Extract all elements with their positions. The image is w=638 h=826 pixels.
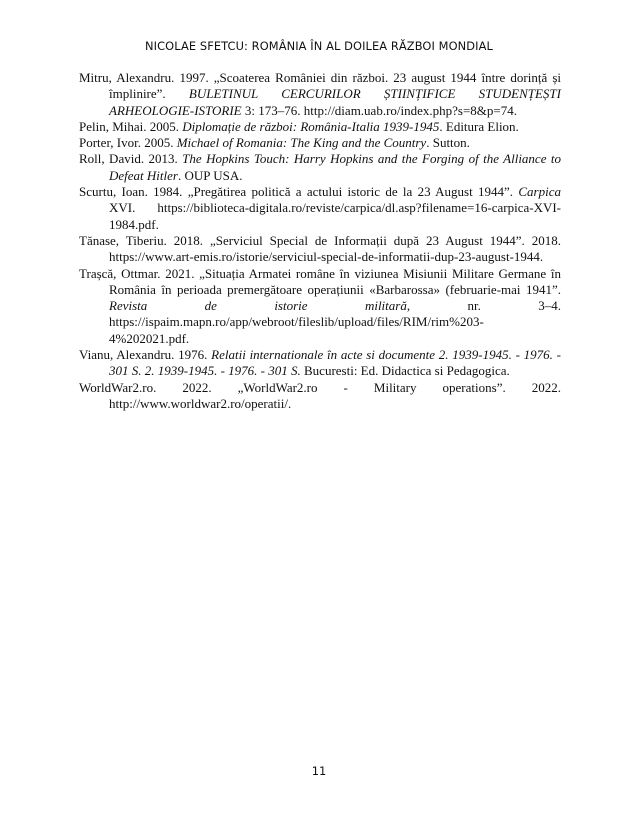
entry-text: Bucuresti: Ed. Didactica si Pedagogica. <box>300 363 510 379</box>
entry-text: Trașcă, Ottmar. 2021. „Situația Armatei române în viziunea Misiunii Militare Germane în România în perioada premergătoare operațiunii «Barbarossa» (februarie-mai 1941”. <box>79 265 561 297</box>
entry-text: . Sutton. <box>426 135 470 151</box>
bibliography-list <box>79 70 561 412</box>
entry-text: Roll, David. 2013. <box>79 151 183 167</box>
running-header: NICOLAE SFETCU: ROMÂNIA ÎN AL DOILEA RĂZBOI MONDIAL <box>145 39 493 53</box>
entry-text: Vianu, Alexandru. 1976. <box>79 347 212 363</box>
bibliography-entry <box>79 70 561 119</box>
entry-text: Tănase, Tiberiu. 2018. „Serviciul Special de Informații după 23 August 1944”. 2018. https://www.art-emis.ro/istorie/serviciul-special-de-informatii-dup-23-august-1944. <box>79 232 561 265</box>
entry-text: Pelin, Mihai. 2005. <box>79 118 183 134</box>
entry-title-italic: Revista de istorie militară <box>109 298 407 314</box>
entry-title-italic: Carpica <box>518 184 561 200</box>
entry-text: Scurtu, Ioan. 1984. „Pregătirea politică a actului istoric de la 23 August 1944”. <box>79 184 519 200</box>
bibliography-entry <box>79 119 561 135</box>
entry-text: WorldWar2.ro. 2022. „WorldWar2.ro - Military operations”. 2022. http://www.worldwar2.ro/operatii/. <box>79 379 561 411</box>
entry-text: Porter, Ivor. 2005. <box>79 135 177 151</box>
entry-text: XVI. https://biblioteca-digitala.ro/reviste/carpica/dl.asp?filename=16-carpica-XVI-1984.pdf. <box>109 200 561 232</box>
entry-title-italic: BULETINUL CERCURILOR ȘTIINȚIFICE STUDENȚEȘTI ARHEOLOGIE-ISTORIE <box>109 86 561 118</box>
entry-text: Mitru, Alexandru. 1997. „Scoaterea României din război. 23 august 1944 între dorință și împlinire”. <box>79 70 561 102</box>
bibliography-entry <box>79 135 561 151</box>
bibliography-entry <box>79 233 561 266</box>
entry-title-italic: The Hopkins Touch: Harry Hopkins and the Forging of the Alliance to Defeat Hitler <box>109 151 561 183</box>
entry-title-italic: Relatii internationale în acte si documente 2. 1939-1945. - 1976. - 301 S. 2. 1939-1945. - 1976. - 301 S. <box>109 347 561 379</box>
bibliography-entry <box>79 151 561 184</box>
entry-text: . OUP USA. <box>177 167 243 183</box>
entry-title-italic: Michael of Romania: The King and the Country <box>176 135 427 151</box>
entry-text: . Editura Elion. <box>439 118 519 134</box>
entry-text: , nr. 3–4. https://ispaim.mapn.ro/app/webroot/fileslib/upload/files/RIM/rim%203-4%202021.pdf. <box>109 298 561 346</box>
entry-text: 3: 173–76. http://diam.uab.ro/index.php?s=8&p=74. <box>241 102 518 118</box>
bibliography-entry <box>79 266 561 347</box>
page-number: 11 <box>311 764 327 778</box>
entry-title-italic: Diplomație de război: România-Italia 1939-1945 <box>182 118 440 134</box>
bibliography-entry <box>79 380 561 413</box>
bibliography-entry <box>79 184 561 233</box>
bibliography-entry <box>79 347 561 380</box>
